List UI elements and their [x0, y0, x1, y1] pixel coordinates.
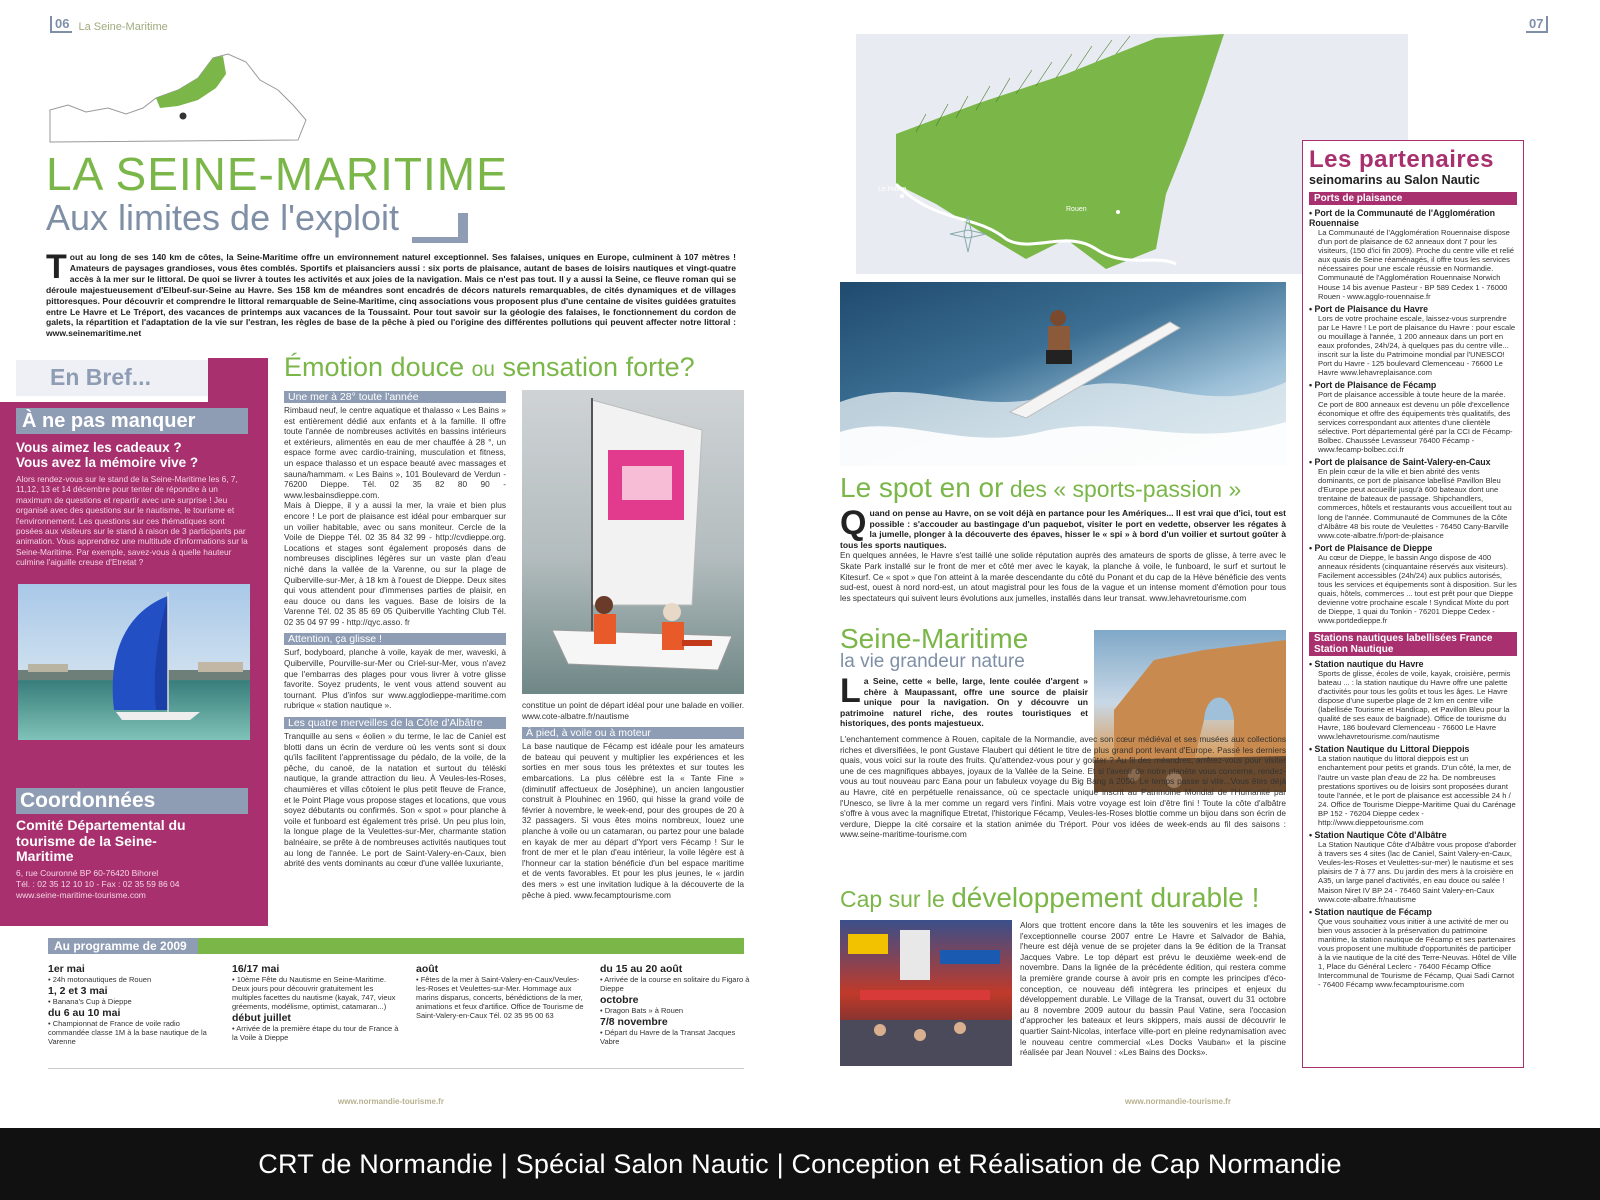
left-page: [0, 0, 790, 1128]
durable-heading: Cap sur le développement durable !: [840, 882, 1260, 913]
sub-heading-ca-glisse: Attention, ça glisse !: [284, 633, 506, 645]
programme-date: 1, 2 et 3 mai: [48, 985, 108, 997]
coordonnees-org: Comité Départemental du tourisme de la Seine-Maritime: [16, 817, 186, 864]
running-head: La Seine-Maritime: [78, 21, 168, 33]
intro-dropcap: T: [46, 248, 67, 286]
programme-date: début juillet: [232, 1012, 291, 1024]
map-label-rouen: Rouen: [1066, 206, 1087, 213]
programme-event: • Banana's Cup à Dieppe: [48, 997, 132, 1006]
partner-name: • Port de la Communauté de l'Agglomération Rouennaise: [1309, 208, 1517, 228]
optimist-sailing-photo: [522, 390, 744, 694]
partner-name: • Station Nautique Côte d'Albâtre: [1309, 830, 1517, 840]
grandeur-lead: L a Seine, cette « belle, large, lente coulée d'argent » chère à Maupassant, offre une source de plaisir unique pour la navigation. On y découvre un patrimoine naturel riche, des routes touristiques et historiques, des ponts majestueux.: [840, 672, 1088, 729]
main-subtitle: Aux limites de l'exploit: [46, 197, 400, 238]
spot-dropcap: Q: [840, 504, 867, 542]
caption-band: [0, 1128, 1600, 1200]
coordonnees-title: Coordonnées: [20, 789, 156, 812]
coordonnees-web: www.seine-maritime-tourisme.com: [16, 890, 146, 900]
subtitle-bracket: [412, 213, 468, 243]
seine-maritime-map-shape: [896, 34, 1224, 269]
programme-date: 16/17 mai: [232, 963, 280, 975]
programme-date: août: [416, 963, 439, 975]
footer-url-left[interactable]: www.normandie-tourisme.fr: [338, 1097, 444, 1106]
partner-name: • Port de Plaisance de Fécamp: [1309, 380, 1517, 390]
section-ports-plaisance: Ports de plaisance: [1309, 192, 1517, 205]
programme-event: • Fêtes de la mer à Saint-Valery-en-Caux/Veules-les-Roses et Veulettes-sur-Mer. Hommage aux marins disparus, concerts, bénédictions de la mer, animations et feux d'artifice. Office de Tourisme de Saint-Valery-en-Caux Tél. 02 35 95 00 63: [416, 975, 584, 1020]
map-label-le-havre: Le Havre: [878, 186, 907, 193]
programme-col-4: [600, 962, 750, 1046]
grandeur-subtitle: la vie grandeur nature: [840, 651, 1025, 672]
intro-paragraph: T out au long de ses 140 km de côtes, la Seine-Maritime offre un environnement naturel exceptionnel. Ses falaises, uniques en Europe, culminent à 107 mètres ! Amateurs de paysages grandioses, vous êtes comblés. Sportifs et plaisanciers aussi : six ports de plaisance, autant de bases de loisirs nautiques et vingt-quatre accès à la mer sur le littoral. De quoi se livrer à toutes les activités et aux joies de la navigation. Mais ce n'est pas tout. Il y a aussi la Seine, ce fleuve roman qui se déroule majestueusement d'Elbeuf-sur-Seine au Havre. Ses 158 km de méandres sont encadrés de décors naturels remarquables, de cités dynamiques et de villages pittoresques. Pour découvrir et comprendre le littoral remarquable de Seine-Maritime, cinq associations vous proposent plus d'une centaine de visites guidées gratuites entre Le Havre et Le Tréport, des vacances de printemps aux vacances de la Toussaint. Pour tout savoir sur la géologie des falaises, le fonctionnement du cordon de galets, la répartition et l'adaptation de la vie sur l'estran, les règles de base de la pêche à pied ou l'origine des différentes pollutions qui peuvent affecter notre littoral : www.seinemaritime.net: [46, 248, 736, 339]
programme-event: • Départ du Havre de la Transat Jacques Vabre: [600, 1028, 736, 1046]
partner-description: La station nautique du littoral dieppois est un enchantement pour petits et grands. D'un côté, la mer, de l'autre un vaste plan d'eau de 22 ha. De nombreuses prestations sportives ou de loisirs sont proposées durant toute l'année, et le port de plaisance est accessible 24 h / 24. Office de Tourisme Dieppe-Maritime Quai du Carénage BP 152 - 76204 Dieppe cedex - http://www.dieppetourisme.com: [1318, 754, 1516, 827]
section-stations-nautiques: Stations nautiques labellisées France Station Nautique: [1309, 632, 1517, 656]
programme-event: • Championnat de France de voile radio commandée classe 1M à la base nautique de la Varenne: [48, 1019, 207, 1046]
partenaires-box: [1302, 140, 1524, 1068]
programme-event: • Arrivée de la course en solitaire du Figaro à Dieppe: [600, 975, 750, 993]
page-number-right: 07: [1526, 16, 1548, 33]
partner-description: Sports de glisse, écoles de voile, kayak, croisière, permis bateau ... : la station nautique du Havre offre une palette d'activités pour tous les goûts et tous les âges. Le Havre dispose d'une superbe plage de 2 km en centre ville (labellisée Tourisme et Handicap, et Pavillon Bleu pour la qualité de ses eaux de baignade). Office de tourisme du Havre, 186 boulevard Clemenceau - 76600 Le Havre www.lehavretourisme.com/nautisme: [1318, 668, 1511, 742]
programme-bottom-rule: [48, 1068, 744, 1069]
emotion-column-1: Une mer à 28° toute l'année Rimbaud neuf, le centre aquatique et thalasso « Les Bains » est entièrement dédié aux enfants et à la famille. Il offre toute l'année de nombreuses activités en bassins intérieurs et extérieurs, alimentés en eau de mer chauffée à 28 °, un espace forme avec cardio-training, musculation et fitness, un espace thalasso et un espace beauté avec massages et sauna/hammam. « Les Bains », 101 Boulevard de Verdun - 76200 Dieppe. Tél. 02 35 82 80 90 - www.lesbainsdieppe.com. Mais à Dieppe, il y a aussi la mer, la vraie et bien plus encore ! Le port de plaisance est idéal pour embarquer sur un voilier habitable, avec ou sans moniteur. Cercle de la Voile de Dieppe Tél. 02 35 84 32 99 - http://cvdieppe.org. Locations et stages sont également proposés dans de nombreuses disciplines légères sur un vaste plan d'eau niché dans la vallée de la Varenne, ou sur la plage de Quiberville-sur-Mer, à 18 km à l'ouest de Dieppe. Deux sites qui vous attendent pour d'immenses parties de plaisir, en eau douce ou dans les vagues. Base de loisirs de la Varenne Tél. 02 35 85 69 05 Quiberville Yachting Club Tél. 02 35 04 97 99 - http://qyc.asso. fr Attention, ça glisse ! Surf, bodyboard, planche à voile, kayak de mer, waveski, à Quiberville, Pourville-sur-Mer ou Criel-sur-Mer, vous n'avez que l'embarras des plages pour vous livrer à votre glisse favorite. Soyez prudents, le vent vous attend souvent au tournant. Plus d'infos sur www.agglodieppe-maritime.com rubrique « station nautique ». Les quatre merveilles de la Côte d'Albâtre Tranquille au sens « éolien » du terme, le lac de Caniel est blotti dans un écrin de verdure où les vents sont si doux qu'ils facilitent l'apprentissage du pédalo, de la voile, de la pêche, du canoë, de la natation et surtout du téléski nautique, la grande attraction du lieu. À Veules-les-Roses, chaumières et villas côtoient le plus petit fleuve de France, et le Point Plage vous propose stages et locations, que vous soyez débutants ou confirmés. Son « spot » pour planche à voile et funboard est également très prisé. Un peu plus loin, la longue plage de la Veulettes-sur-Mer, charmante station balnéaire, se prête à de nombreuses activités nautiques tout au long de l'année. Le port de Saint-Valery-en-Caux, bien abrité des vents dominants au cœur d'une vallée luxuriante,: [284, 391, 506, 869]
surfer-photo: [840, 282, 1286, 466]
programme-event: • Arrivée de la première étape du tour de France à la Voile à Dieppe: [232, 1024, 399, 1042]
programme-col-1: [48, 962, 216, 1046]
spot-heading: Le spot en or des « sports-passion »: [840, 472, 1242, 503]
caption-text: CRT de Normandie | Spécial Salon Nautic | Conception et Réalisation de Cap Normandie: [258, 1148, 1342, 1179]
partner-description: La Station Nautique Côte d'Albâtre vous propose d'aborder à travers ses 4 sites (lac de Caniel, Saint Valery-en-Caux, Veules-les-Roses et Veulettes-sur-mer) le nautisme et ses plaisirs de 7 à 77 ans. Du jardin des mers à la croisière en A35, un large panel d'activités, en eau douce ou salée ! Maison Niret IV BP 24 - 76460 Saint Valery-en-Caux www.cote-albatre.fr/nautisme: [1318, 840, 1517, 904]
sub-heading-quatre-merveilles: Les quatre merveilles de la Côte d'Albâtre: [284, 717, 506, 729]
main-title: LA SEINE-MARITIME: [46, 148, 508, 200]
partner-name: • Port de Plaisance du Havre: [1309, 304, 1517, 314]
sub-heading-mer-28: Une mer à 28° toute l'année: [284, 391, 506, 403]
programme-date: du 15 au 20 août: [600, 963, 683, 975]
programme-title: Au programme de 2009: [54, 939, 187, 953]
programme-date: 1er mai: [48, 963, 85, 975]
grandeur-dropcap: L: [840, 672, 861, 710]
programme-col-3: [416, 962, 584, 1020]
partenaires-title: Les partenaires: [1309, 146, 1494, 173]
coordonnees-tel: Tél. : 02 35 12 10 10 - Fax : 02 35 59 86 04: [16, 879, 180, 889]
programme-date: du 6 au 10 mai: [48, 1007, 121, 1019]
partner-description: Que vous souhaitiez vous initier à une activité de mer ou bien vous associer à la préservation du patrimoine maritime, la station nautique de Fécamp et ses partenaires vous proposent une multitude d'opportunités de participer à la vie nautique de la cité des Terre-Neuvas. Hôtel de Ville 1, Place du Général Leclerc - 76400 Fécamp Office Intercommunal de Tourisme de Fécamp, Quai Sadi Carnot - 76400 Fécamp www.fecamptourisme.com: [1318, 916, 1517, 990]
spot-article: Q uand on pense au Havre, on se voit déjà en partance pour les Amériques... Il est vrai que d'ici, tout est possible : s'accouder au bastingage d'un paquebot, visiter le port en vedette, observer les régates à la jumelle, plonger à la découverte des épaves, hisser le « spi » à bord d'un voilier et surtout goûter à tous les sports nautiques. En quelques années, le Havre s'est taillé une solide réputation auprès des amateurs de sports de glisse, à terre avec le Skate Park installé sur le front de mer et côté mer avec le kayak, la planche à voile, le funboard, le surf et surtout le Kitesurf. Ce « spot » que l'on atteint à la marée descendante du côté du Ponant et du cap de la Hève bénéficie des vents sud-est, ouest à nord nord-est, un atout magistral pour les fous de la vague et un intense moment d'émotion pour tous les spectateurs qui suivent leurs évolutions aux jumelles, installés dans leur transat. www.lehavretourisme.com: [840, 504, 1286, 603]
programme-date: octobre: [600, 994, 639, 1006]
programme-event: • 10ème Fête du Nautisme en Seine-Maritime. Deux jours pour découvrir gratuitement les multiples facettes du nautisme (kayak, 747, vieux gréements, modélisme, optimist, catamaran...): [232, 975, 396, 1011]
partenaires-subtitle: seinomarins au Salon Nautic: [1309, 173, 1480, 187]
partner-description: Lors de votre prochaine escale, laissez-vous surprendre par Le Havre ! Le port de plaisance du Havre : pour escale ou mouillage à l'année, 1 200 anneaux dans un port en eaux profondes, 24h/24, à quelques pas du centre ville... inscrit sur la liste du Patrimoine mondial par l'UNESCO! Port du Havre - 125 boulevard Clemenceau - 76600 Le Havre www.lehavreplaisance.com: [1318, 313, 1516, 378]
ne-pas-manquer-title: À ne pas manquer: [22, 410, 196, 432]
ne-pas-manquer-text: Alors rendez-vous sur le stand de la Seine-Maritime les 6, 7, 11,12, 13 et 14 décembre pour tenter de répondre à un maximum de questions et repartir avec une surprise ! Jeu organisé avec des questions sur le nautisme, le tourisme et l'environnement. Les questions sur ces thématiques sont posées aux visiteurs sur le stand à raison de 3 participants par animation. Vous apprendrez une multitude d'informations sur la Seine-Maritime. Par exemple, savez-vous à quelle hauteur culmine l'aiguille creuse d'Etretat ?: [16, 474, 248, 568]
ports-list: [1309, 208, 1517, 626]
emotion-heading: Émotion douce ou sensation forte?: [284, 352, 695, 382]
partner-name: • Port de Plaisance de Dieppe: [1309, 543, 1517, 553]
normandy-map-outline: [48, 50, 308, 145]
programme-col-2: [232, 962, 400, 1042]
regatta-photo: [18, 584, 250, 740]
coordonnees-address: 6, rue Couronné BP 60-76420 Bihorel: [16, 868, 159, 878]
ne-pas-manquer-question: Vous aimez les cadeaux ? Vous avez la mémoire vive ?: [16, 440, 199, 470]
grandeur-article: L'enchantement commence à Rouen, capitale de la Normandie, avec son cœur médiéval et ses musées aux collections riches et diversifiées, le pont Gustave Flaubert qui détient le titre de plus grand pont levant d'Europe. Passé les derniers quais, vous voici sur la route des fruits. Qu'attendez-vous pour y goûter ? Au fil des méandres, arrêtez-vous pour visiter une de ces magnifiques abbayes, joyaux de la Vallée de la Seine. Et si l'avenir de notre planète vous concerne, rendez-vous au tout nouveau parc Eana pour un fabuleux voyage du Big Bang à 2050. Le temps passe si vite...Vous êtes déjà au Havre, cité en perpétuelle renaissance, où ce spectacle unique inscrit au Patrimoine Mondial de l'Humanité par l'Unesco, se livre à la mer comme un regard vers l'infini. Mais votre voyage est loin d'être fini ! Toute la côte d'albâtre s'offre à vous avec la magnifique Etretat, l'historique Fécamp, Veules-les-Roses blottie comme un bijou dans son écrin de verdure, Dieppe la cité corsaire et la station animée du Tréport. Pour vos idées de week-ends au fil des saisons : www.seine-maritime-tourisme.com: [840, 734, 1286, 840]
partner-description: Au cœur de Dieppe, le bassin Ango dispose de 400 anneaux résidents (cinquantaine réservés aux visiteurs). Facilement accessibles (24h/24) aux publics autorisés, tous les services et équipements sont à disposition. Sur les quais, hôtels, commerces ... tout est prêt pour que Dieppe devienne votre prochaine escale ! Syndicat Mixte du port de Dieppe, 1 quai du Tonkin - 76201 Dieppe Cedex - www.portdedieppe.fr: [1318, 552, 1517, 626]
en-bref-magenta-block: [208, 358, 268, 402]
footer-url-right[interactable]: www.normandie-tourisme.fr: [1125, 1097, 1231, 1106]
stations-list: [1309, 659, 1517, 990]
partner-name: • Station nautique du Havre: [1309, 659, 1517, 669]
page-number-left: 06 La Seine-Maritime: [50, 16, 168, 33]
programme-event: • 24h motonautiques de Rouen: [48, 975, 152, 984]
emotion-column-2: constitue un point de départ idéal pour une balade en voilier. www.cote-albatre.fr/nautisme À pied, à voile ou à moteur La base nautique de Fécamp est idéale pour les amateurs de bateau qui peuvent y multiplier les expériences et les sorties en mer sous tous les prétextes et sur toutes les embarcations. La plus célèbre est la « Tante Fine » (diminutif affectueux de Joséphine), un ancien langoustier construit à Plouhinec en 1960, qui hisse la grand voile de février à novembre, le week-end, pour des groupes de 20 à 32 passagers. Si vous êtes moins nombreux, louez une planche à voile ou un catamaran, ou partez pour une balade en kayak de mer au départ d'Yport vers Fécamp ! Sur le front de mer et le plan d'eau intérieur, la voile légère est à l'honneur car la station bénéficie d'un bel espace maritime et de vents favorables. Et pour les plus jeunes, le « jardin des mers » est une invitation ludique à la découverte de la pêche à pied. www.fecamptourisme.com: [522, 700, 744, 900]
sub-heading-a-pied: À pied, à voile ou à moteur: [522, 727, 744, 739]
en-bref-title: En Bref...: [50, 364, 151, 390]
right-page: [800, 0, 1600, 1128]
partner-name: • Port de plaisance de Saint-Valery-en-Caux: [1309, 457, 1517, 467]
partner-description: En plein cœur de la ville et bien abrité des vents dominants, ce port de plaisance labellisé Pavillon Bleu d'Europe peut accueillir jusqu'à 600 bateaux dont une trentaine de bateaux de passage. Shipchandlers, commerces, hôtels et restaurants vous accueillent tout au long de l'année. Communauté de Communes de la Côte d'Albâtre 48 bis route de Veulettes - 76450 Cany-Barville www.cote-albatre.fr/port-de-plaisance: [1318, 467, 1512, 540]
partner-description: La Communauté de l'Agglomération Rouennaise dispose d'un port de plaisance de 62 anneaux dont 7 pour les visiteurs, (150 d'ici fin 2009). Proche du centre ville et relié aux quais de Seine réaménagés, il offre tous les services nécessaires pour une escale réussie en Normandie. Communauté de l'Agglomération Rouennaise Norwich House 14 bis avenue Pasteur - BP 589 Cedex 1 - 76000 Rouen - www.agglo-rouennaise.fr: [1318, 228, 1515, 301]
programme-event: • Dragon Bats » à Rouen: [600, 1006, 684, 1015]
durable-article: Alors que trottent encore dans la tête les souvenirs et les images de l'exceptionnelle course 2007 entre Le Havre et Salvador de Bahia, l'heure est déjà venue de se projeter dans la 9e édition de la Transat Jacques Vabre. Le top départ est prévu le deuxième week-end de novembre. Dans la lignée de la précédente édition, qui restera comme la première grande course à avoir pris en compte les principes d'éco-conception, ce nouveau défi intègrera les principes et enjeux du développement durable. Le Village de la Transat, ouvert du 31 octobre au 8 novembre 2009 autour du bassin Paul Vatine, sera l'occasion d'approcher les bateaux et leurs skippers, mais aussi de découvrir le quartier Saint-Nicolas, interface ville-port en pleine redynamisation avec le nouveau centre commercial «Les Docks Vauban» et la piscine réalisée par Jean Nouvel : «Les Bains des Docks».: [1020, 920, 1286, 1058]
grandeur-title: Seine-Maritime: [840, 623, 1029, 654]
partner-description: Port de plaisance accessible à toute heure de la marée. Ce port de 800 anneaux est devenu un pôle d'excellence économique et offre des équipements très qualitatifs, des services correspondant aux attentes d'une clientèle sélective. Port départemental géré par la CCI de Fécamp-Bolbec. Chaussée Levasseur 76400 Fécamp - www.fecamp-bolbec.cci.fr: [1318, 390, 1513, 454]
partner-name: • Station nautique de Fécamp: [1309, 907, 1517, 917]
transat-village-photo: [840, 920, 1012, 1066]
partner-name: • Station Nautique du Littoral Dieppois: [1309, 744, 1517, 754]
programme-date: 7/8 novembre: [600, 1016, 668, 1028]
